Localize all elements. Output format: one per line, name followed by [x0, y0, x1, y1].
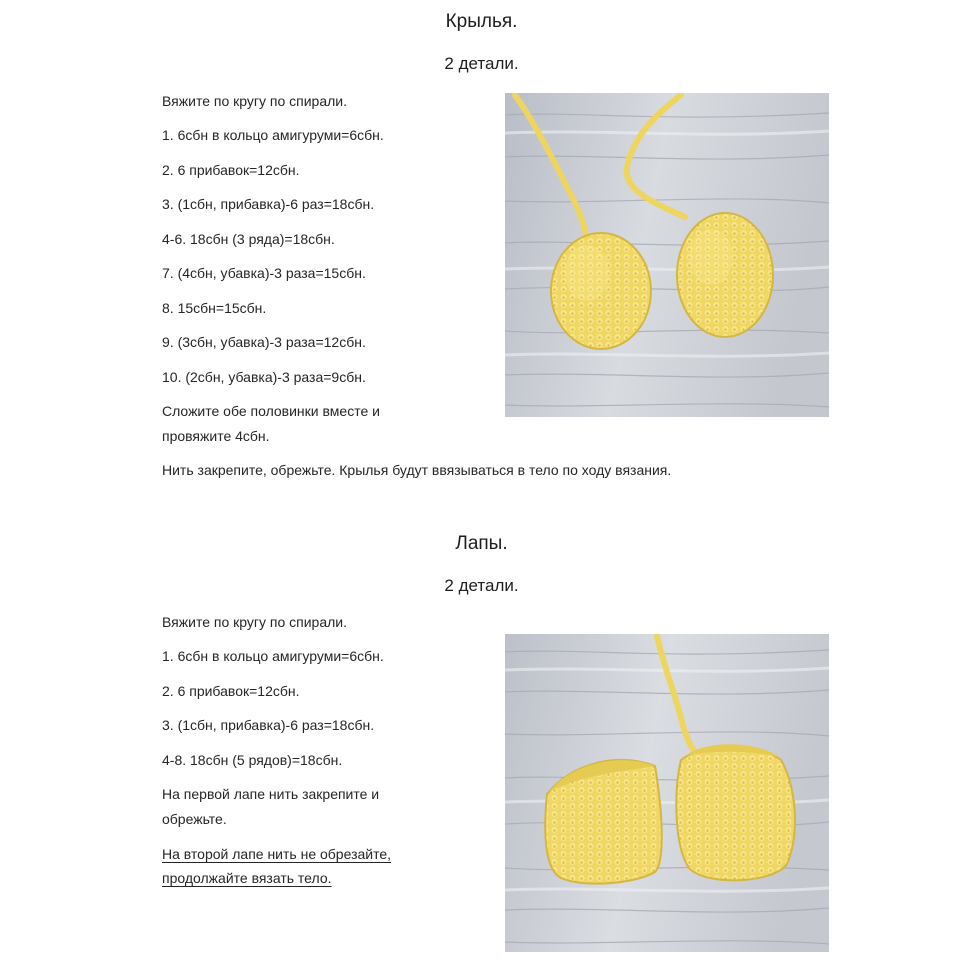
paws-step: 2. 6 прибавок=12сбн.: [162, 683, 300, 699]
wings-step: 7. (4сбн, убавка)-3 раза=15сбн.: [162, 265, 366, 281]
wings-step: Нить закрепите, обрежьте. Крылья будут ввязываться в тело по ходу вязания.: [162, 462, 672, 478]
wings-step: 3. (1сбн, прибавка)-6 раз=18сбн.: [162, 196, 375, 212]
paws-step: 4-8. 18сбн (5 рядов)=18сбн.: [162, 752, 343, 768]
crochet-paws-illustration: [505, 634, 829, 952]
wings-step: 1. 6сбн в кольцо амигуруми=6сбн.: [162, 127, 384, 143]
wings-step: 4-6. 18сбн (3 ряда)=18сбн.: [162, 231, 335, 247]
crochet-paws-photo: [505, 634, 829, 952]
wings-step: 2. 6 прибавок=12сбн.: [162, 162, 300, 178]
wings-step: 9. (3сбн, убавка)-3 раза=12сбн.: [162, 334, 366, 350]
paws-step: На первой лапе нить закрепите и: [162, 786, 380, 802]
paws-step: 1. 6сбн в кольцо амигуруми=6сбн.: [162, 648, 384, 664]
crochet-wings-photo: [505, 93, 829, 417]
paws-step: Вяжите по кругу по спирали.: [162, 614, 347, 630]
wings-title: Крылья.: [445, 11, 518, 32]
wings-step: 8. 15сбн=15сбн.: [162, 300, 267, 316]
wings-step: провяжите 4сбн.: [162, 428, 270, 444]
paws-subtitle: 2 детали.: [444, 576, 519, 595]
paws-step: обрежьте.: [162, 811, 227, 827]
paws-note: На второй лапе нить не обрезайте,: [162, 846, 392, 862]
wings-step: 10. (2сбн, убавка)-3 раза=9сбн.: [162, 369, 366, 385]
paws-step: 3. (1сбн, прибавка)-6 раз=18сбн.: [162, 717, 375, 733]
paws-note: продолжайте вязать тело.: [162, 870, 332, 886]
paws-title: Лапы.: [455, 533, 508, 554]
wings-step: Вяжите по кругу по спирали.: [162, 93, 347, 109]
crochet-wings-illustration: [505, 93, 829, 417]
wings-step: Сложите обе половинки вместе и: [162, 403, 380, 419]
wings-subtitle: 2 детали.: [444, 54, 519, 73]
